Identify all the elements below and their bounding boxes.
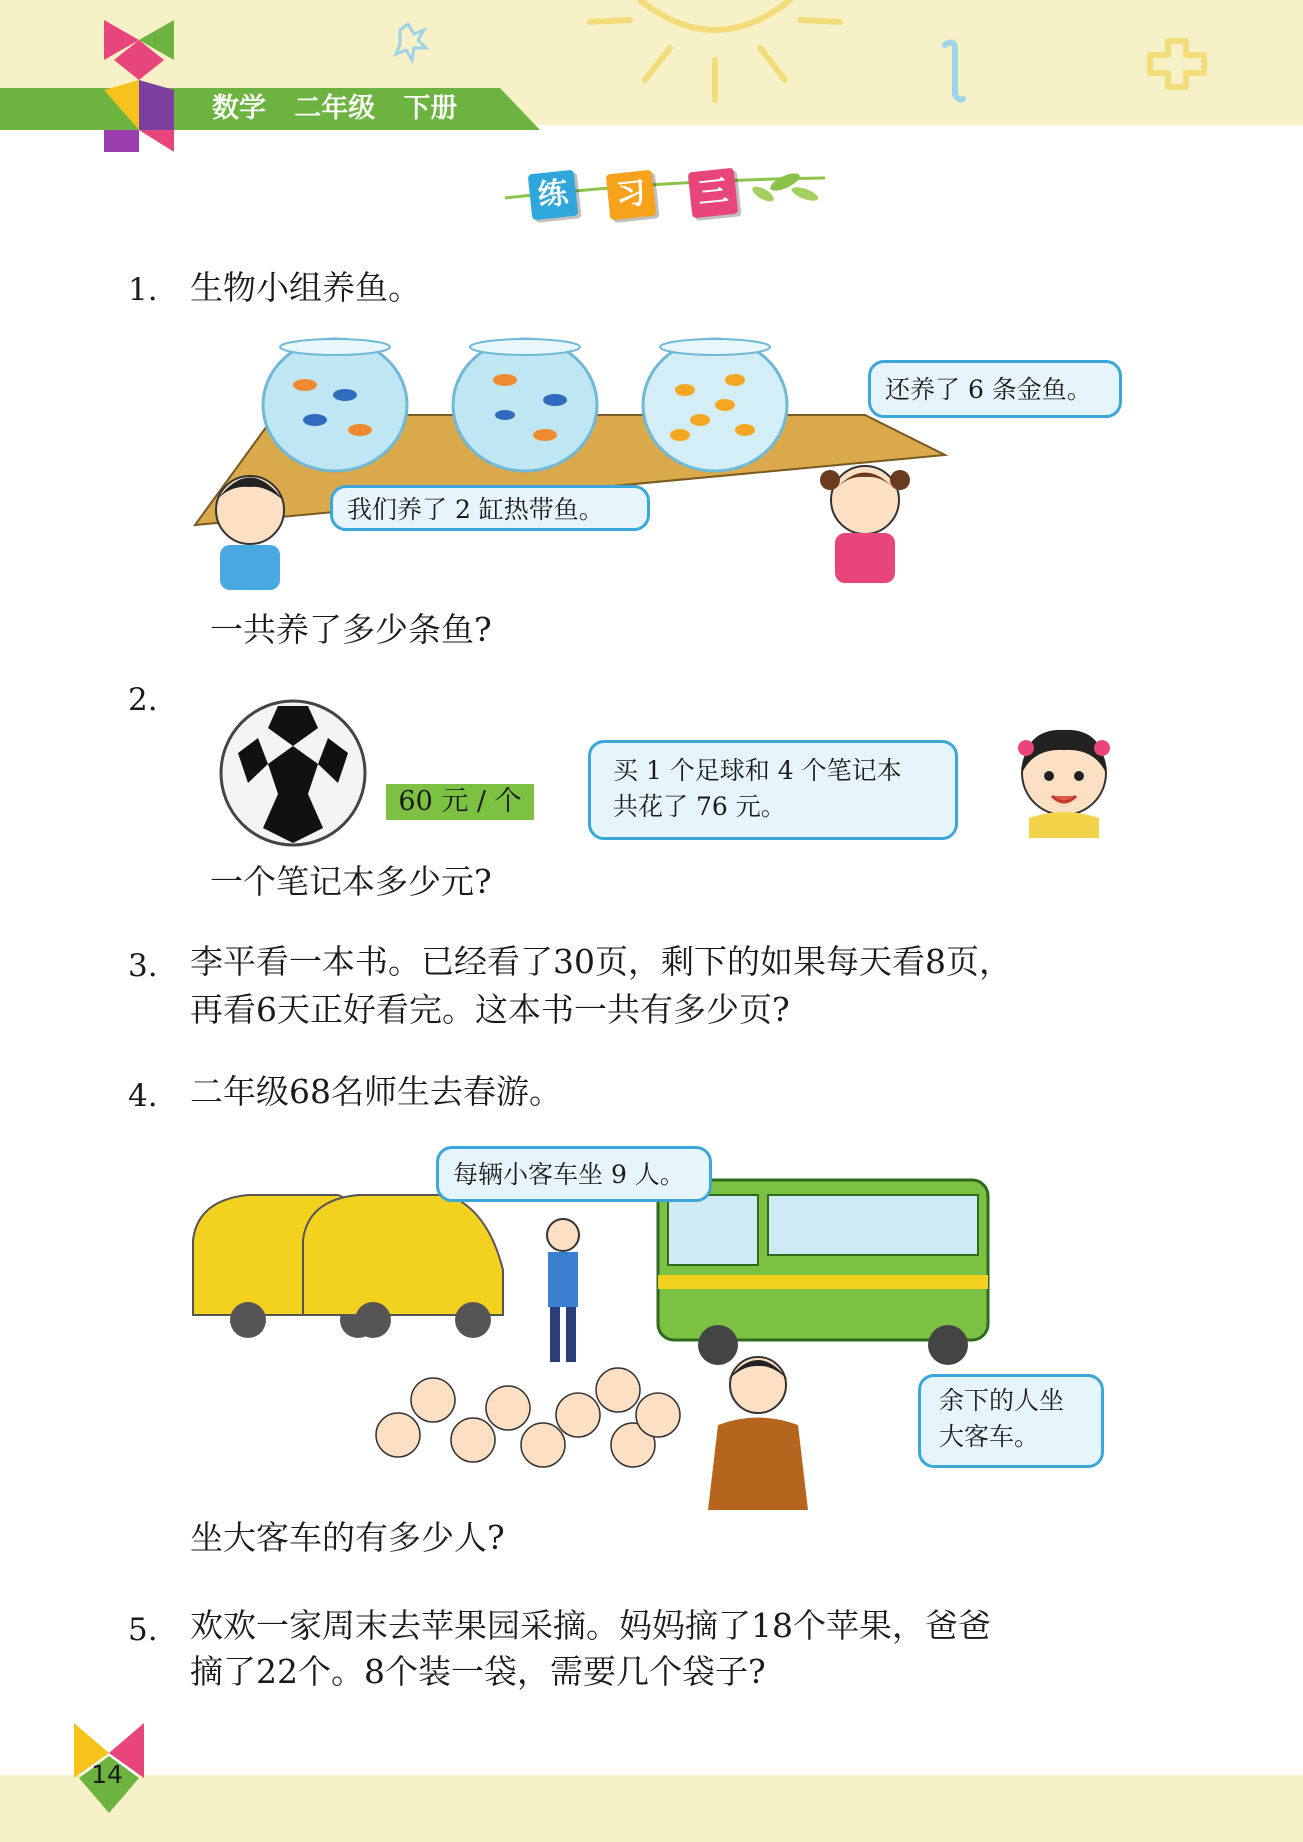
problem-5-line-1: 欢欢一家周末去苹果园采摘。妈妈摘了18个苹果，爸爸 bbox=[190, 1606, 991, 1645]
problem-4-teacher-1-speech-bubble: 每辆小客车坐 9 人。 bbox=[436, 1146, 712, 1202]
problem-3-number: 3. bbox=[128, 948, 158, 984]
problem-3-line-2: 再看6天正好看完。这本书一共有多少页? bbox=[190, 990, 790, 1029]
children-group bbox=[376, 1368, 680, 1467]
problem-3-line-1: 李平看一本书。已经看了30页，剩下的如果每天看8页， bbox=[190, 942, 1012, 981]
problem-4-question: 坐大客车的有多少人? bbox=[190, 1518, 505, 1557]
exercise-title-char-1: 练 bbox=[528, 170, 579, 221]
price-tag: 60 元 / 个 bbox=[386, 784, 534, 820]
bottom-decoration-band bbox=[0, 1775, 1303, 1842]
problem-5-number: 5. bbox=[128, 1612, 158, 1648]
problem-1-question: 一共养了多少条鱼? bbox=[210, 610, 492, 649]
header-title: 数学 二年级 下册 bbox=[212, 93, 458, 124]
soccer-ball-icon bbox=[218, 698, 368, 848]
problem-4-text: 二年级68名师生去春游。 bbox=[190, 1072, 562, 1111]
exercise-title-char-2: 习 bbox=[606, 170, 657, 221]
problem-4-number: 4. bbox=[128, 1078, 158, 1114]
tangram-logo-icon bbox=[104, 20, 174, 152]
bus bbox=[658, 1180, 988, 1365]
tank-1 bbox=[263, 339, 407, 471]
problem-1-girl-speech-bubble: 还养了 6 条金鱼。 bbox=[868, 360, 1122, 418]
problem-5-line-2: 摘了22个。8个装一袋，需要几个袋子? bbox=[190, 1652, 766, 1691]
girl-face-icon bbox=[1004, 718, 1124, 838]
page-number: 14 bbox=[91, 1760, 123, 1789]
exercise-title-char-3: 三 bbox=[688, 168, 739, 219]
problem-1-number: 1. bbox=[128, 272, 158, 308]
teacher-2 bbox=[708, 1357, 808, 1510]
boy-character bbox=[216, 476, 284, 590]
problem-4-teacher-2-speech-bubble: 余下的人坐 大客车。 bbox=[918, 1374, 1104, 1468]
teacher-1 bbox=[547, 1219, 579, 1362]
problem-1-text: 生物小组养鱼。 bbox=[190, 268, 421, 307]
fish-tanks-illustration bbox=[185, 335, 965, 595]
van-2 bbox=[303, 1195, 503, 1338]
problem-2-question: 一个笔记本多少元? bbox=[210, 862, 492, 901]
girl-character bbox=[820, 466, 910, 583]
problem-1-boy-speech-bubble: 我们养了 2 缸热带鱼。 bbox=[330, 485, 650, 531]
tank-2 bbox=[453, 339, 597, 471]
problem-2-number: 2. bbox=[128, 682, 158, 718]
problem-2-girl-speech-bubble: 买 1 个足球和 4 个笔记本 共花了 76 元。 bbox=[588, 740, 958, 840]
